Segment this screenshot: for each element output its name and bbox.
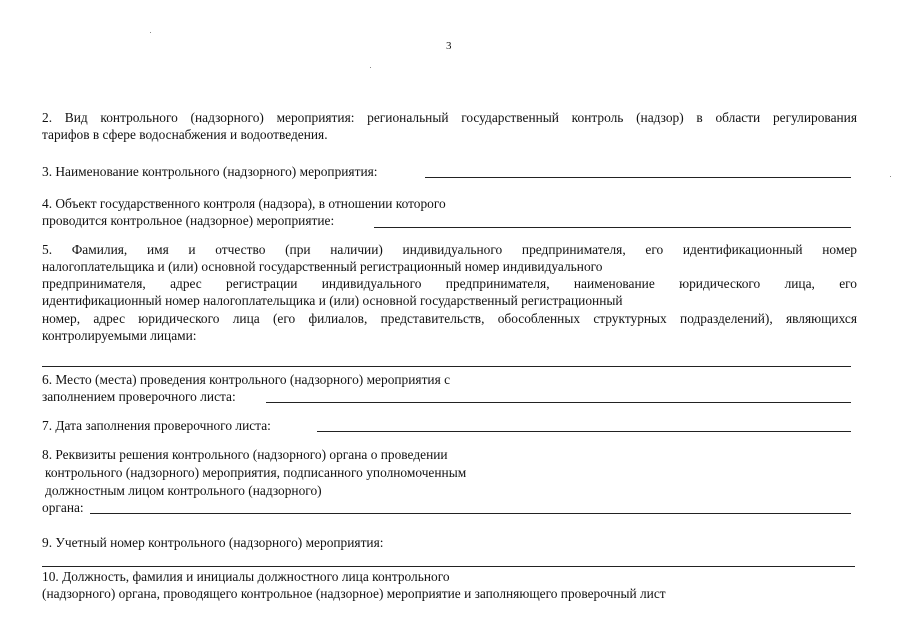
section-3-label: 3. Наименование контрольного (надзорного) мероприятия: bbox=[42, 164, 378, 179]
section-6-line-1: 6. Место (места) проведения контрольного (надзорного) мероприятия с bbox=[42, 372, 451, 387]
section-9-fill-line[interactable] bbox=[42, 566, 855, 567]
section-10-line-2: (надзорного) органа, проводящего контрольное (надзорное) мероприятие и заполняющего проверочный лист bbox=[42, 586, 666, 601]
section-8-line-2: контрольного (надзорного) мероприятия, подписанного уполномоченным bbox=[45, 465, 467, 480]
section-5-fill-line[interactable] bbox=[42, 366, 851, 367]
section-5-line-6: контролируемыми лицами: bbox=[42, 328, 197, 343]
section-4-line-1: 4. Объект государственного контроля (надзора), в отношении которого bbox=[42, 196, 446, 211]
section-8-fill-line[interactable] bbox=[90, 513, 851, 514]
section-8-line-1: 8. Реквизиты решения контрольного (надзорного) органа о проведении bbox=[42, 447, 448, 462]
section-5-line-4: идентификационный номер налогоплательщика и (или) основной государственный регистрационный bbox=[42, 293, 623, 308]
section-10-line-1: 10. Должность, фамилия и инициалы должностного лица контрольного bbox=[42, 569, 450, 584]
section-4-fill-line[interactable] bbox=[374, 227, 851, 228]
section-2-line-1: 2. Вид контрольного (надзорного) мероприятия: региональный государственный контроль (надзор) в области регулирования bbox=[42, 110, 857, 125]
section-2-line-2: тарифов в сфере водоснабжения и водоотведения. bbox=[42, 127, 328, 142]
section-9-label: 9. Учетный номер контрольного (надзорного) мероприятия: bbox=[42, 535, 384, 550]
scan-speck bbox=[890, 176, 891, 177]
section-8-line-4: органа: bbox=[42, 500, 84, 515]
section-6-fill-line[interactable] bbox=[266, 402, 851, 403]
section-4-line-2: проводится контрольное (надзорное) мероприятие: bbox=[42, 213, 335, 228]
scan-speck bbox=[150, 32, 151, 33]
section-7-fill-line[interactable] bbox=[317, 431, 851, 432]
section-5-line-1: 5. Фамилия, имя и отчество (при наличии) индивидуального предпринимателя, его идентификационный номер bbox=[42, 242, 857, 257]
section-6-line-2: заполнением проверочного листа: bbox=[42, 389, 236, 404]
section-8-line-3: должностным лицом контрольного (надзорного) bbox=[45, 483, 322, 498]
section-5-line-2: налогоплательщика и (или) основной государственный регистрационный номер индивидуального bbox=[42, 259, 603, 274]
section-3-fill-line[interactable] bbox=[425, 177, 851, 178]
section-5-line-5: номер, адрес юридического лица (его филиалов, представительств, обособленных структурных подразделений), являющихся bbox=[42, 311, 857, 326]
section-5-line-3: предпринимателя, адрес регистрации индивидуального предпринимателя, наименование юридического лица, его bbox=[42, 276, 857, 291]
scan-speck bbox=[370, 67, 371, 68]
section-7-label: 7. Дата заполнения проверочного листа: bbox=[42, 418, 271, 433]
page-number: 3 bbox=[446, 40, 452, 52]
